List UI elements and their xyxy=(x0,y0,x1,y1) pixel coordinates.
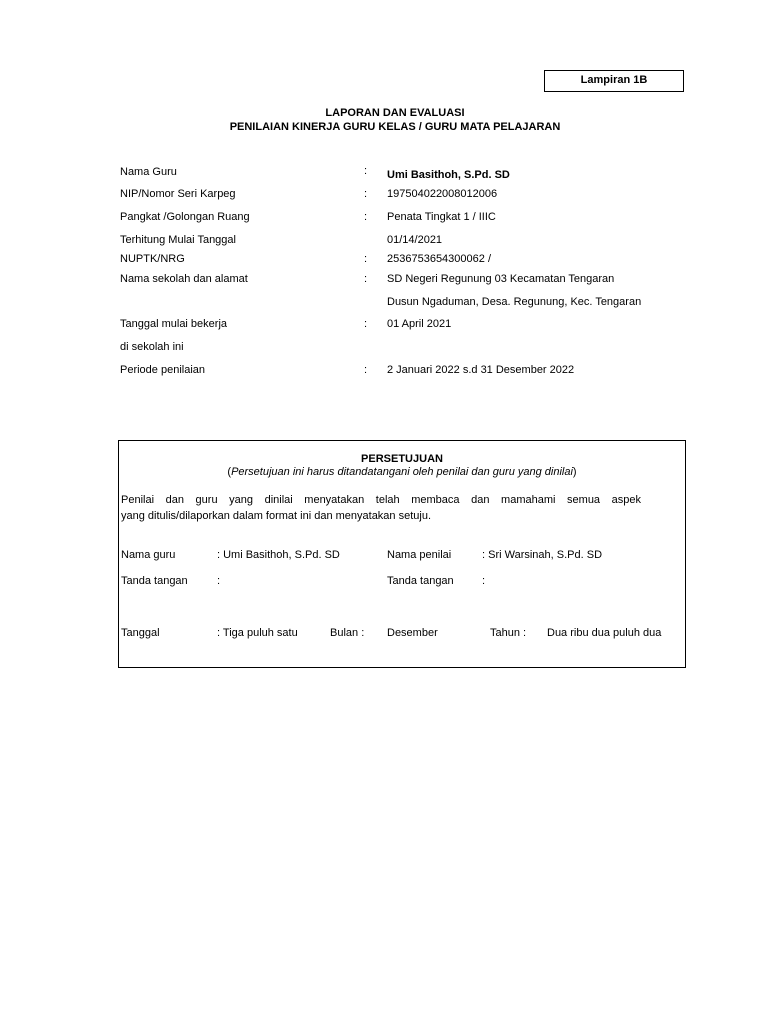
tanggal-mulai-label: Tanggal mulai bekerja xyxy=(120,318,228,330)
tahun-label: Tahun : xyxy=(490,627,527,639)
terhitung-value: 01/14/2021 xyxy=(387,234,443,246)
persetujuan-title: PERSETUJUAN xyxy=(361,453,443,465)
terhitung-label: Terhitung Mulai Tanggal xyxy=(120,234,236,246)
nip-sep: : xyxy=(364,188,368,200)
sekolah-value: SD Negeri Regunung 03 Kecamatan Tengaran xyxy=(387,273,615,285)
tanda-tangan-guru-sep: : xyxy=(217,575,221,587)
nuptk-label: NUPTK/NRG xyxy=(120,253,185,265)
tanggal-mulai-sep: : xyxy=(364,318,368,330)
nama-guru-value: Umi Basithoh, S.Pd. SD xyxy=(387,169,510,181)
nama-penilai-label: Nama penilai xyxy=(387,549,452,561)
tanda-tangan-penilai-sep: : xyxy=(482,575,486,587)
nuptk-value: 2536753654300062 / xyxy=(387,253,491,265)
persetujuan-subtitle: (Persetujuan ini harus ditandatangani oleh penilai dan guru yang dinilai) xyxy=(227,466,577,478)
nuptk-sep: : xyxy=(364,253,368,265)
persetujuan-paragraph-2: yang ditulis/dilaporkan dalam format ini dan menyatakan setuju. xyxy=(121,510,432,522)
tanda-tangan-guru-label: Tanda tangan xyxy=(121,575,188,587)
nama-penilai-value: : Sri Warsinah, S.Pd. SD xyxy=(482,549,603,561)
pangkat-value: Penata Tingkat 1 / IIIC xyxy=(387,211,496,223)
nama-guru-sign-value: : Umi Basithoh, S.Pd. SD xyxy=(217,549,340,561)
tahun-value: Dua ribu dua puluh dua xyxy=(547,627,662,639)
title-line-1: LAPORAN DAN EVALUASI xyxy=(325,107,465,119)
sekolah-sep: : xyxy=(364,273,368,285)
periode-label: Periode penilaian xyxy=(120,364,206,376)
nip-label: NIP/Nomor Seri Karpeg xyxy=(120,188,236,200)
nama-guru-sign-label: Nama guru xyxy=(121,549,176,561)
tanda-tangan-penilai-label: Tanda tangan xyxy=(387,575,454,587)
periode-value: 2 Januari 2022 s.d 31 Desember 2022 xyxy=(387,364,575,376)
nip-value: 197504022008012006 xyxy=(387,188,498,200)
pangkat-sep: : xyxy=(364,211,368,223)
tanggal-mulai-label-2: di sekolah ini xyxy=(120,341,184,353)
persetujuan-paragraph-1: Penilai dan guru yang dinilai menyatakan telah membaca dan mamahami semua aspek xyxy=(121,494,641,506)
lampiran-box: Lampiran 1B xyxy=(544,70,684,92)
tanggal-value: : Tiga puluh satu xyxy=(217,627,298,639)
title-line-2: PENILAIAN KINERJA GURU KELAS / GURU MATA PELAJARAN xyxy=(229,121,561,133)
nama-guru-sep: : xyxy=(364,165,368,177)
pangkat-label: Pangkat /Golongan Ruang xyxy=(120,211,250,223)
bulan-label: Bulan : xyxy=(330,627,365,639)
nama-guru-label: Nama Guru xyxy=(120,166,177,178)
periode-sep: : xyxy=(364,364,368,376)
persetujuan-box xyxy=(118,440,686,668)
sekolah-label: Nama sekolah dan alamat xyxy=(120,273,248,285)
tanggal-label: Tanggal xyxy=(121,627,160,639)
bulan-value: Desember xyxy=(387,627,438,639)
sekolah-value-2: Dusun Ngaduman, Desa. Regunung, Kec. Tengaran xyxy=(387,296,642,308)
tanggal-mulai-value: 01 April 2021 xyxy=(387,318,452,330)
